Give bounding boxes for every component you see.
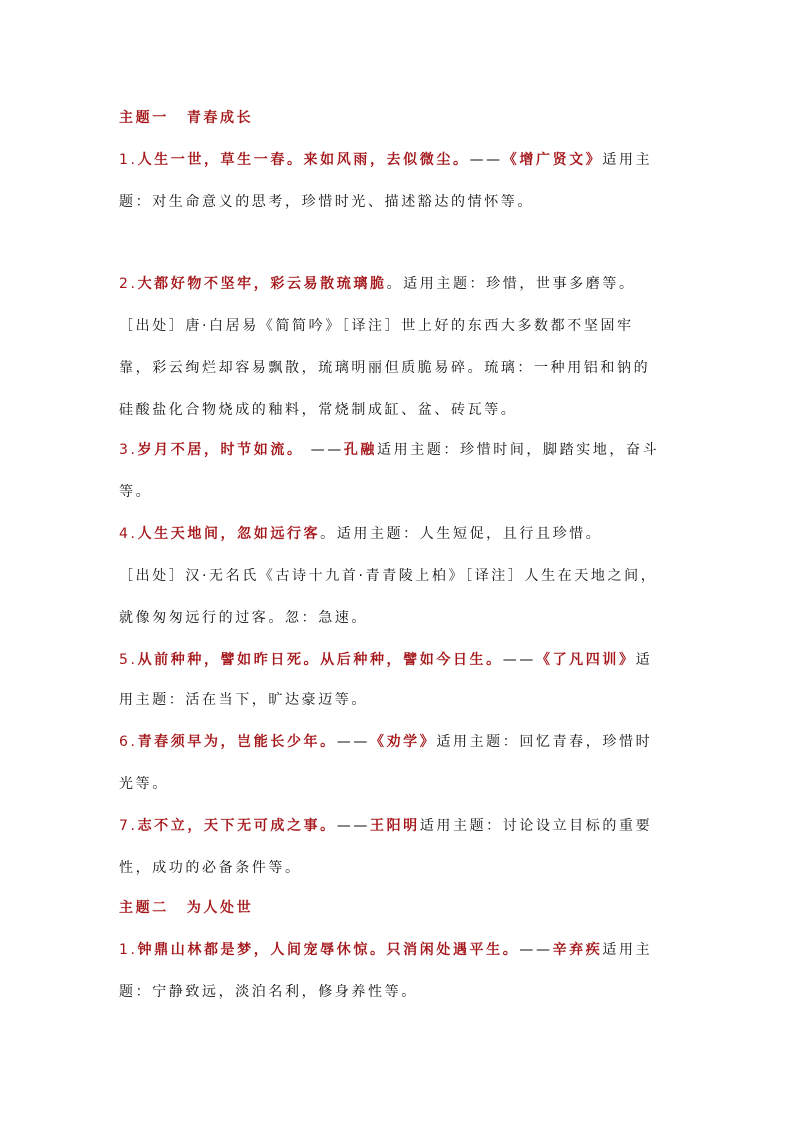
dash: —— <box>336 818 370 834</box>
quote: 岁月不居，时节如流。 <box>137 442 304 458</box>
quote: 从前种种，譬如昨日死。从后种种，譬如今日生。 <box>137 652 503 668</box>
theme-text: 适用主 <box>602 942 653 958</box>
theme1-item2-note3: 硅酸盐化合物烧成的釉料，常烧制成缸、盆、砖瓦等。 <box>119 402 518 418</box>
theme-text: 适用主题：讨论设立目标的重要 <box>419 818 653 834</box>
theme1-item3-line1 <box>119 440 659 460</box>
theme-text: 适用主题：回忆青春，珍惜时 <box>436 734 653 750</box>
theme2-item1-line1 <box>119 940 652 960</box>
dash: —— <box>303 442 344 458</box>
theme1-item1-line1 <box>119 150 652 170</box>
theme2-item1-line2: 题：宁静致远，淡泊名利，修身养性等。 <box>119 984 418 1000</box>
theme1-item2-note1: ［出处］唐·白居易《简简吟》［译注］世上好的东西大多数都不坚固牢 <box>119 318 634 334</box>
dash: —— <box>519 942 553 958</box>
theme1-label: 主题一 <box>119 110 169 126</box>
theme1-item4-note1: ［出处］汉·无名氏《古诗十九首·青青陵上柏》［译注］人生在天地之间， <box>119 568 658 584</box>
theme1-title: 青春成长 <box>186 110 254 126</box>
item-number: 7. <box>119 818 138 834</box>
theme1-item2-note2: 靠，彩云绚烂却容易飘散，琉璃明丽但质脆易碎。琉璃：一种用铝和钠的 <box>119 360 651 376</box>
theme1-item4-line1 <box>119 524 602 544</box>
dash: —— <box>336 734 370 750</box>
theme1-item6-line1 <box>119 732 652 752</box>
quote: 人生天地间，忽如远行客 <box>137 526 321 542</box>
source: 辛弃疾 <box>552 942 603 958</box>
dash: —— <box>502 652 536 668</box>
theme1-item7-line1 <box>119 816 652 836</box>
quote: 钟鼎山林都是梦，人间宠辱休惊。只消闲处遇平生。 <box>137 942 520 958</box>
theme-text: 。适用主题：珍惜，世事多磨等。 <box>386 276 636 292</box>
item-number: 4. <box>119 526 138 542</box>
quote: 志不立，天下无可成之事。 <box>137 818 337 834</box>
quote: 青春须早为，岂能长少年。 <box>137 734 337 750</box>
theme1-item7-line2: 性，成功的必备条件等。 <box>119 860 302 876</box>
theme-text: 适 <box>635 652 653 668</box>
item-number: 1. <box>119 942 138 958</box>
theme1-item2-line1 <box>119 274 636 294</box>
source: 王阳明 <box>369 818 420 834</box>
theme1-item5-line1 <box>119 650 652 670</box>
dash: —— <box>469 152 503 168</box>
item-number: 6. <box>119 734 138 750</box>
source: 《了凡四训》 <box>535 652 636 668</box>
theme2-title: 为人处世 <box>186 900 254 916</box>
theme1-item4-note2: 就像匆匆远行的过客。忽：急速。 <box>119 610 368 626</box>
theme-text: 适用主 <box>602 152 653 168</box>
item-number: 5. <box>119 652 138 668</box>
theme2-heading <box>119 898 253 918</box>
source: 《增广贤文》 <box>502 152 603 168</box>
quote: 人生一世，草生一春。来如风雨，去似微尘。 <box>137 152 470 168</box>
quote: 大都好物不坚牢，彩云易散琉璃脆 <box>137 276 387 292</box>
theme1-item3-line2: 等。 <box>119 484 153 500</box>
theme1-heading <box>119 108 253 128</box>
item-number: 1. <box>119 152 138 168</box>
theme2-label: 主题二 <box>119 900 169 916</box>
theme1-item5-line2: 用主题：活在当下，旷达豪迈等。 <box>119 692 368 708</box>
theme1-item6-line2: 光等。 <box>119 776 169 792</box>
theme1-item1-line2: 题：对生命意义的思考，珍惜时光、描述豁达的情怀等。 <box>119 194 534 210</box>
source: 《劝学》 <box>369 734 437 750</box>
source: 孔融 <box>343 442 378 458</box>
item-number: 3. <box>119 442 138 458</box>
theme-text: 。适用主题：人生短促，且行且珍惜。 <box>320 526 603 542</box>
item-number: 2. <box>119 276 138 292</box>
theme-text: 适用主题：珍惜时间，脚踏实地，奋斗 <box>377 442 660 458</box>
